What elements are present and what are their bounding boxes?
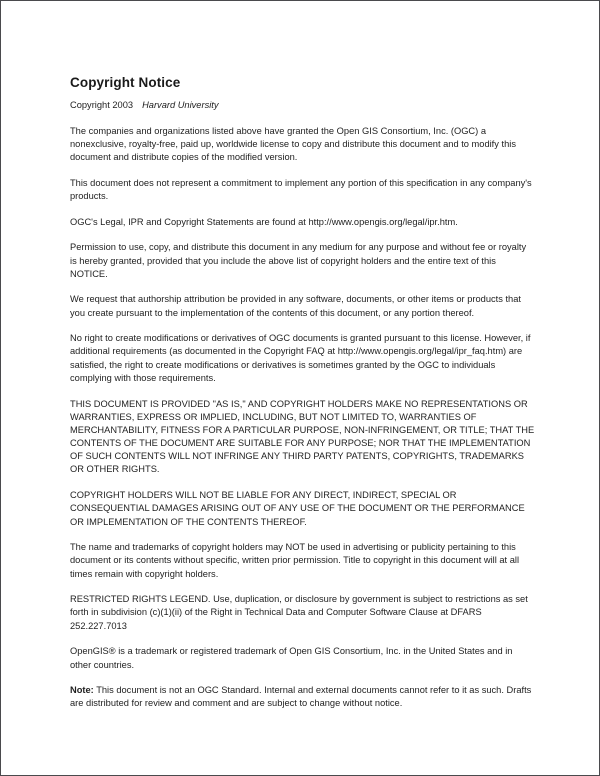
paragraph-no-commitment: This document does not represent a commitment to implement any portion of this specification in any company's products.: [70, 177, 532, 201]
copyright-organization: Harvard University: [142, 100, 219, 111]
paragraph-ipr-statements: OGC's Legal, IPR and Copyright Statements are found at http://www.opengis.org/legal/ipr.htm.: [70, 216, 458, 227]
paragraph-attribution: We request that authorship attribution be provided in any software, documents, or other items or products that you create pursuant to the implementation of the contents of this document, or any portion thereof.: [70, 294, 521, 318]
document-body: [70, 75, 535, 711]
paragraph-note: [70, 684, 535, 710]
page-title: Copyright Notice: [70, 75, 181, 90]
paragraph-derivatives: No right to create modifications or derivatives of OGC documents is granted pursuant to this license. However, if additional requirements (as documented in the Copyright FAQ at http://www.opengis.org/legal/ipr_faq.htm) are satisfied, the right to create modifications or derivatives is sometimes granted by the OGC to individuals complying with those requirements.: [70, 333, 531, 383]
paragraph-trademarks-usage: The name and trademarks of copyright holders may NOT be used in advertising or publicity pertaining to this document or its contents without specific, written prior permission. Title to copyright in this document will at all times remain with copyright holders.: [70, 542, 520, 579]
paragraph-restricted-rights: RESTRICTED RIGHTS LEGEND. Use, duplication, or disclosure by government is subject to restrictions as set forth in subdivision (c)(1)(ii) of the Right in Technical Data and Computer Software Clause at DFARS 252.227.7013: [70, 594, 528, 631]
paragraph-liability-disclaimer: COPYRIGHT HOLDERS WILL NOT BE LIABLE FOR ANY DIRECT, INDIRECT, SPECIAL OR CONSEQUENTIAL DAMAGES ARISING OUT OF ANY USE OF THE DOCUMENT OR THE PERFORMANCE OR IMPLEMENTATION OF THE CONTENTS THEREOF.: [70, 490, 525, 527]
paragraph-license-grant: The companies and organizations listed above have granted the Open GIS Consortium, Inc. (OGC) a nonexclusive, royalty-free, paid up, worldwide license to copy and distribute this document and to modify this document and distribute copies of the modified version.: [70, 125, 516, 163]
paragraph-warranty-disclaimer: THIS DOCUMENT IS PROVIDED "AS IS," AND COPYRIGHT HOLDERS MAKE NO REPRESENTATIONS OR WARRANTIES, EXPRESS OR IMPLIED, INCLUDING, BUT NOT LIMITED TO, WARRANTIES OF MERCHANTABILITY, FITNESS FOR A PARTICULAR PURPOSE, NON-INFRINGEMENT, OR TITLE; THAT THE CONTENTS OF THE DOCUMENT ARE SUITABLE FOR ANY PURPOSE; NOR THAT THE IMPLEMENTATION OF SUCH CONTENTS WILL NOT INFRINGE ANY THIRD PARTY PATENTS, COPYRIGHTS, TRADEMARKS OR OTHER RIGHTS.: [70, 398, 535, 475]
copyright-year: Copyright 2003: [70, 100, 134, 111]
paragraph-opengis-trademark: OpenGIS® is a trademark or registered trademark of Open GIS Consortium, Inc. in the United States and in other countries.: [70, 646, 513, 670]
paragraph-permission: Permission to use, copy, and distribute this document in any medium for any purpose and without fee or royalty is hereby granted, provided that you include the above list of copyright holders and the entire text of this NOTICE.: [70, 242, 527, 279]
copyright-byline: [70, 99, 535, 112]
note-label: Note:: [70, 685, 94, 696]
note-text: This document is not an OGC Standard. Internal and external documents cannot refer to it as such. Drafts are distributed for review and comment and are subject to change without notice.: [70, 685, 532, 709]
